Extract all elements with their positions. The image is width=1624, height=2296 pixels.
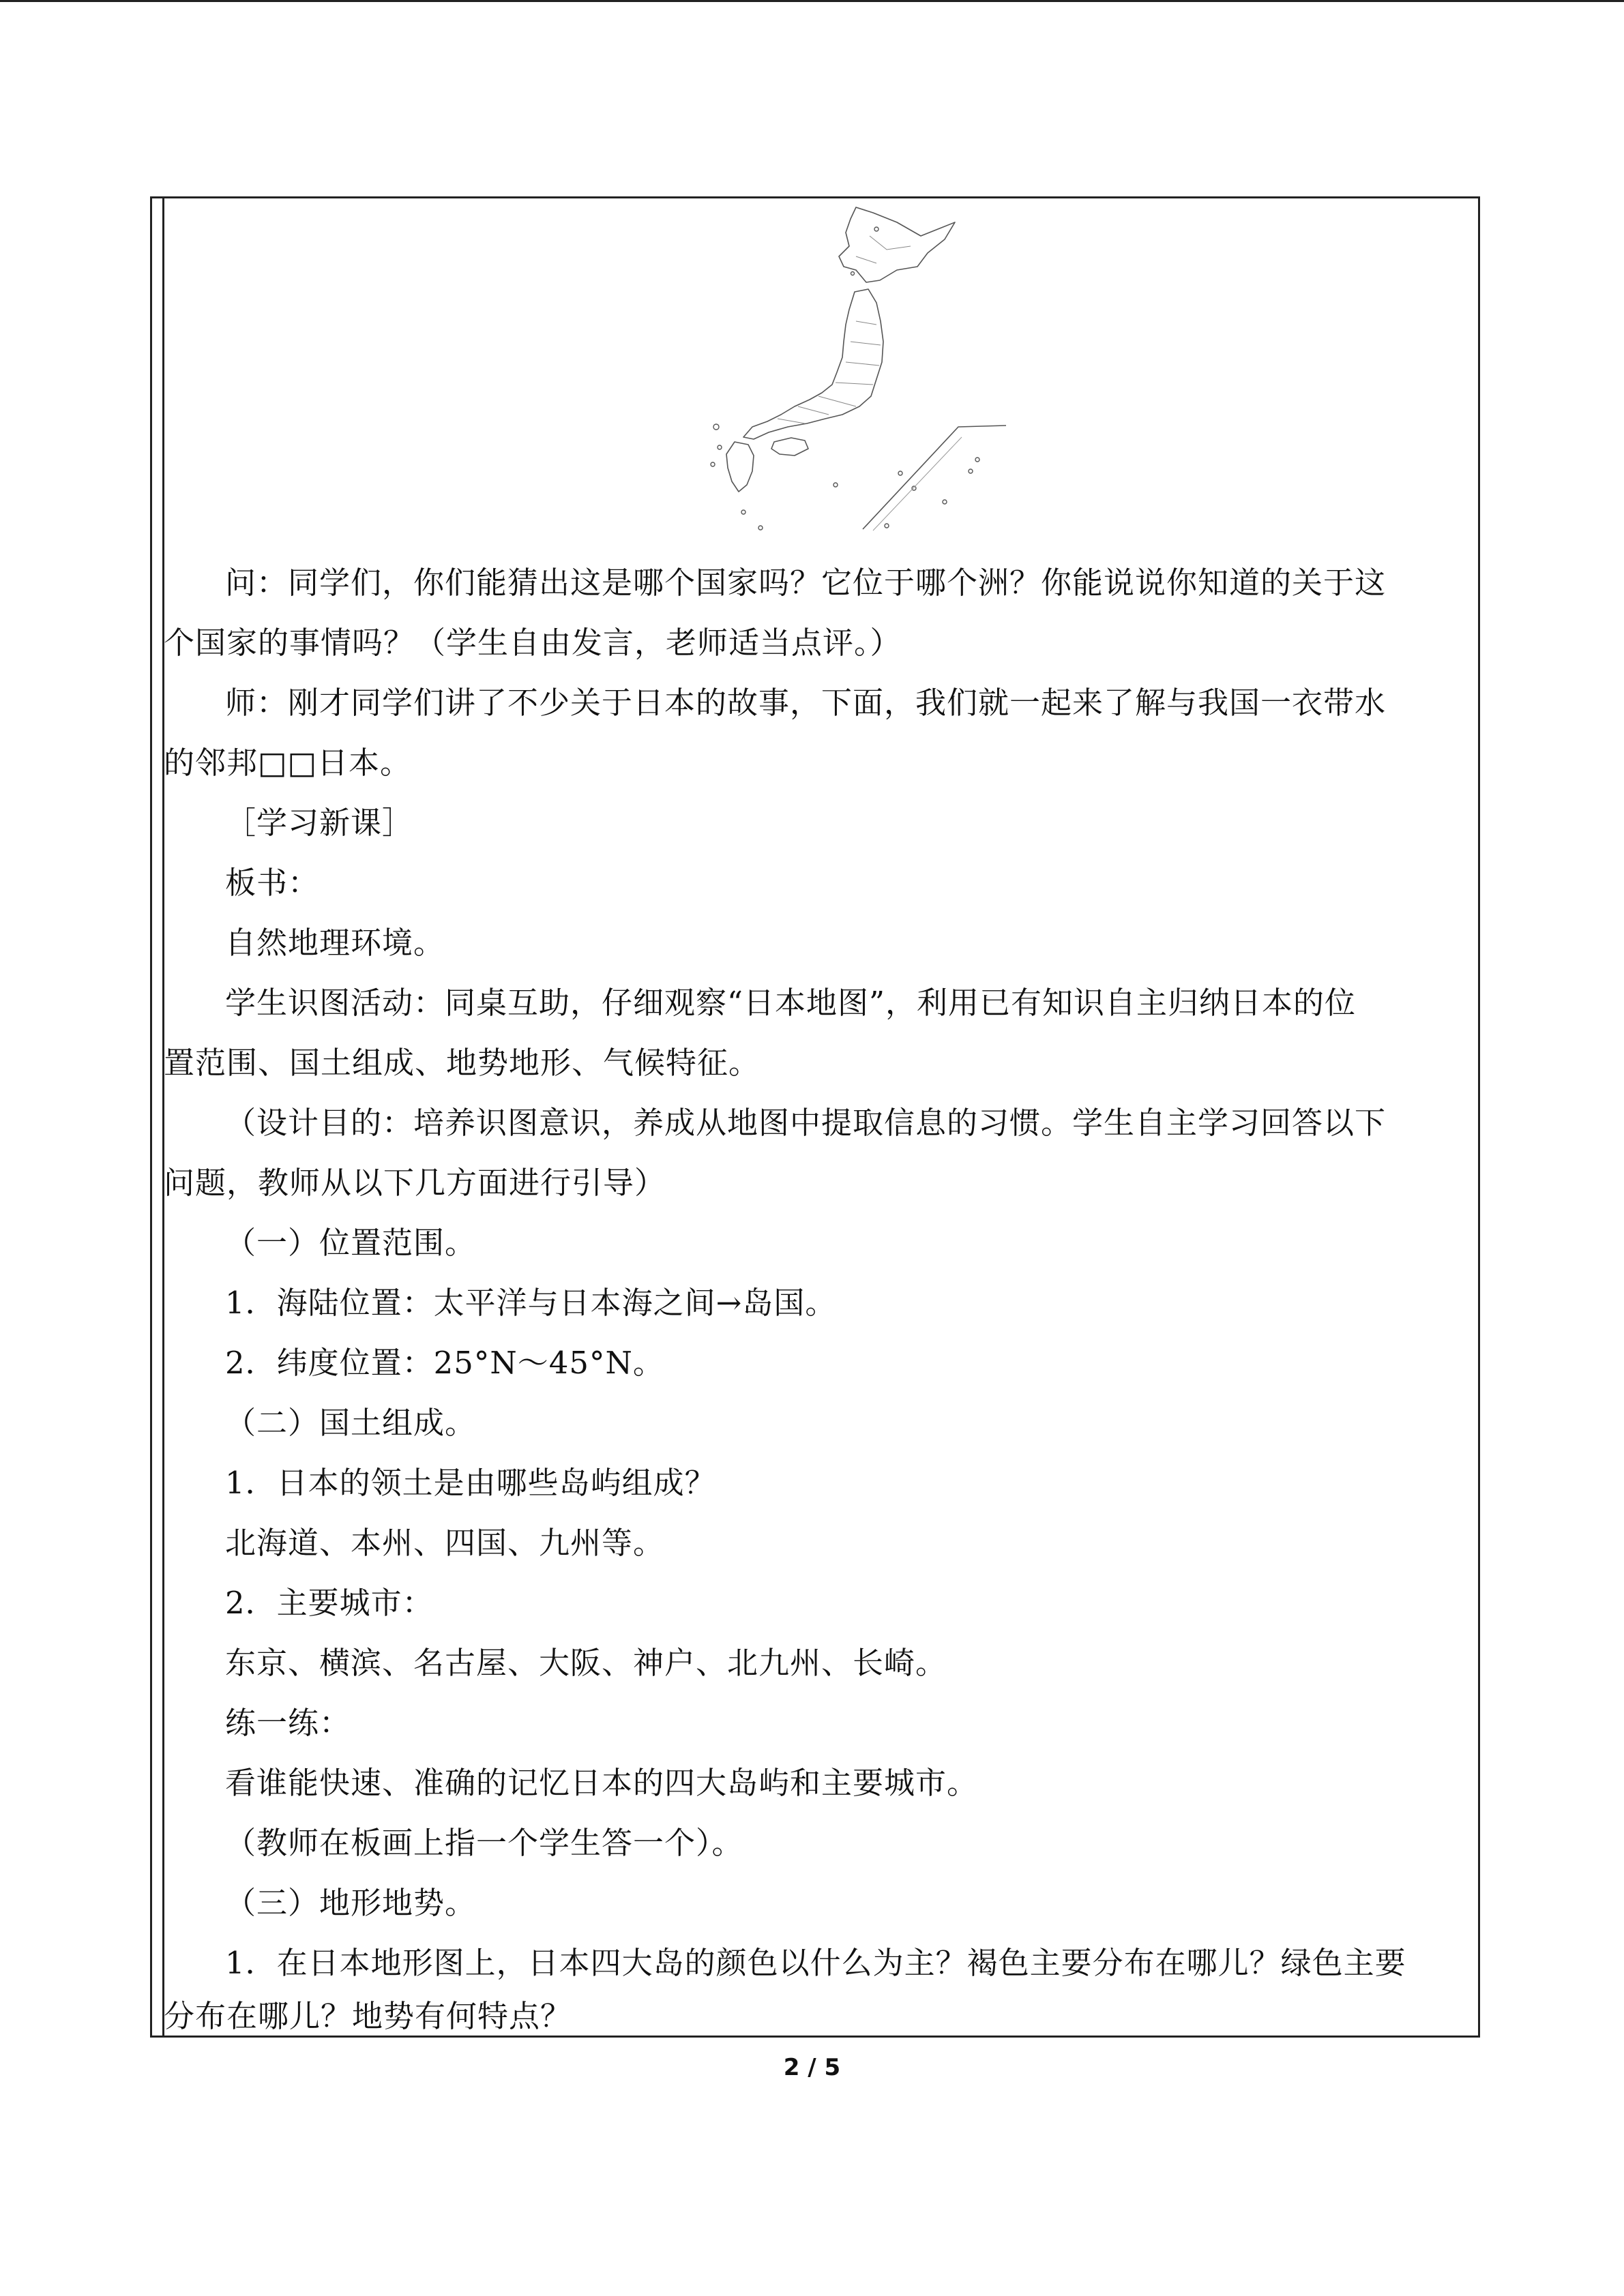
- text-line: 学生识图活动：同桌互助，仔细观察“日本地图”，利用已有知识自主归纳日本的位: [225, 985, 1357, 1021]
- text-line: （一）位置范围。: [225, 1225, 477, 1261]
- text-line: （二）国土组成。: [225, 1405, 477, 1441]
- text-line: 分布在哪儿？地势有何特点？: [164, 1998, 572, 2034]
- text-line: 1．海陆位置：太平洋与日本海之间→岛国。: [225, 1285, 837, 1321]
- text-line: 看谁能快速、准确的记忆日本的四大岛屿和主要城市。: [225, 1765, 979, 1801]
- text-line: 师：刚才同学们讲了不少关于日本的故事，下面，我们就一起来了解与我国一衣带水: [225, 685, 1387, 721]
- text-line: 的邻邦□□日本。: [164, 745, 412, 781]
- text-line: 问题，教师从以下几方面进行引导）: [164, 1165, 666, 1201]
- text-line: 北海道、本州、四国、九州等。: [225, 1525, 665, 1561]
- text-line: 1．日本的领土是由哪些岛屿组成？: [225, 1465, 716, 1501]
- text-line: （设计目的：培养识图意识，养成从地图中提取信息的习惯。学生自主学习回答以下: [225, 1105, 1387, 1141]
- text-line: 练一练：: [225, 1705, 351, 1741]
- text-line: 自然地理环境。: [225, 925, 445, 961]
- text-line: （教师在板画上指一个学生答一个）。: [225, 1825, 743, 1861]
- text-line: 2．纬度位置：25°N～45°N。: [225, 1345, 664, 1381]
- page-number: 2 / 5: [783, 2054, 841, 2081]
- text-line: 问：同学们，你们能猜出这是哪个国家吗？它位于哪个洲？你能说说你知道的关于这: [225, 565, 1387, 601]
- text-line: 置范围、国土组成、地势地形、气候特征。: [164, 1045, 761, 1081]
- text-line: 东京、横滨、名古屋、大阪、神户、北九州、长崎。: [225, 1645, 947, 1681]
- text-line: （三）地形地势。: [225, 1885, 477, 1921]
- text-line: ［学习新课］: [225, 805, 414, 841]
- text-line: 1．在日本地形图上，日本四大岛的颜色以什么为主？褐色主要分布在哪儿？绿色主要: [225, 1945, 1406, 1981]
- text-line: 个国家的事情吗？（学生自由发言，老师适当点评。）: [164, 625, 902, 661]
- text-line: 2．主要城市：: [225, 1585, 434, 1621]
- text-line: 板书：: [225, 865, 320, 901]
